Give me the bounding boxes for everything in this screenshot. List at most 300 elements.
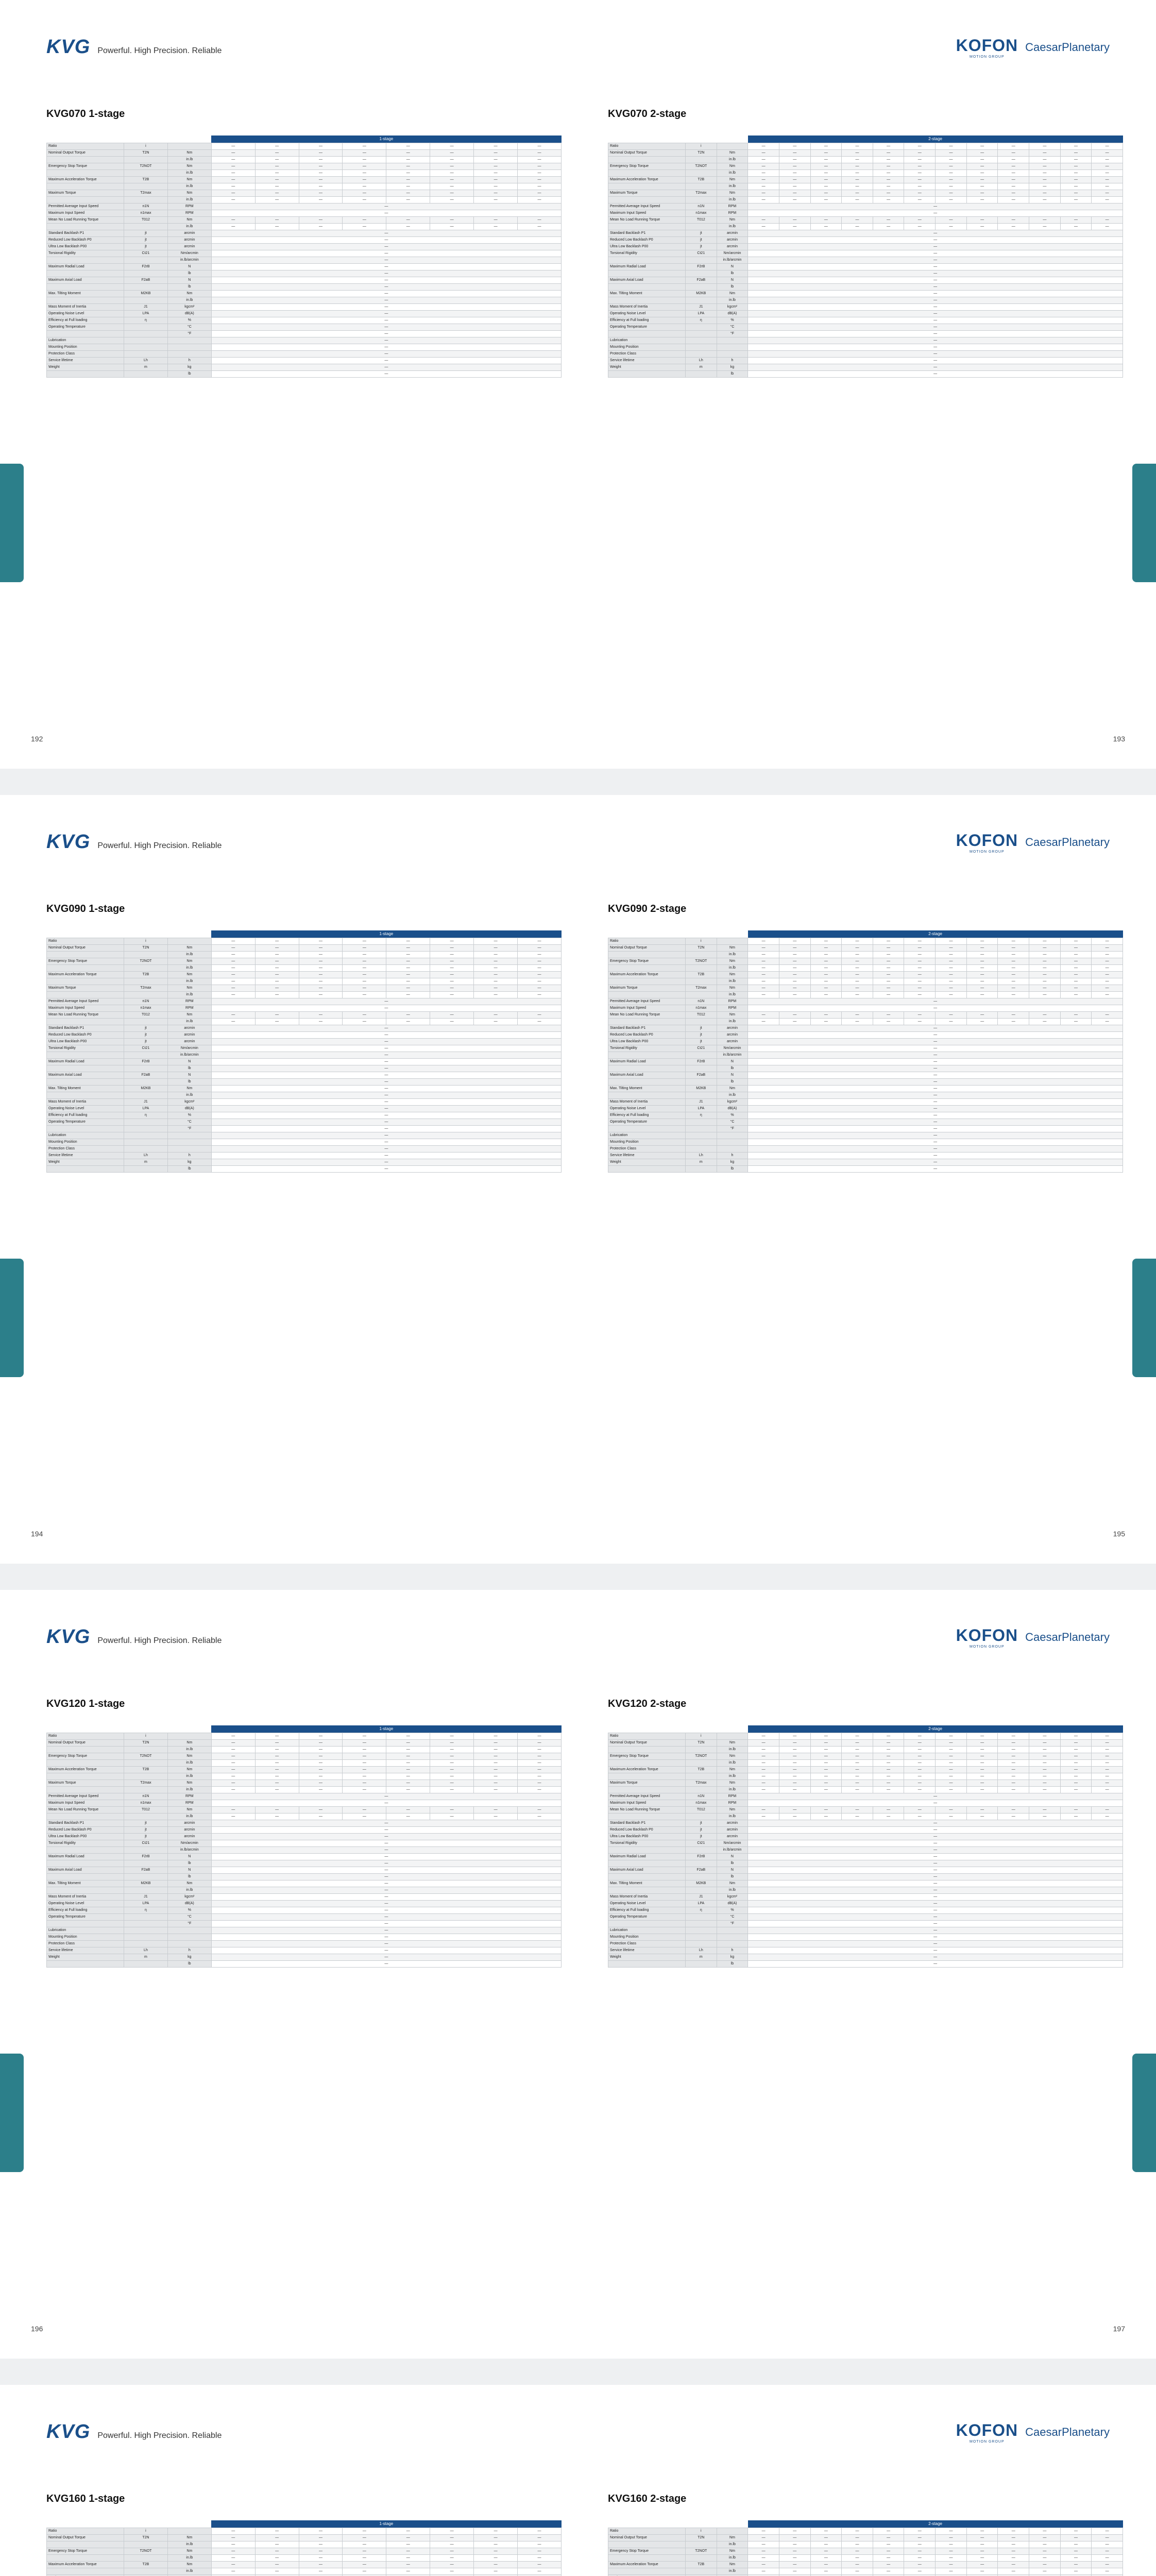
- cell-value: —: [748, 277, 1123, 283]
- table-row: [608, 203, 1123, 210]
- cell-value: —: [966, 176, 998, 183]
- brand-block: [46, 831, 222, 853]
- logo-block: [956, 36, 1110, 59]
- cell-value: —: [810, 2528, 842, 2534]
- row-label: Maximum Axial Load: [608, 1072, 686, 1078]
- cell-value: —: [748, 303, 1123, 310]
- row-symbol: [686, 2568, 717, 2574]
- cell-value: —: [211, 1025, 561, 1031]
- row-unit: [167, 1940, 211, 1947]
- cell-value: —: [255, 1739, 299, 1746]
- cell-value: —: [1060, 176, 1092, 183]
- cell-value: —: [748, 2548, 779, 2554]
- cell-value: —: [386, 163, 430, 170]
- cell-value: —: [966, 190, 998, 196]
- cell-value: —: [779, 1780, 810, 1786]
- row-symbol: η: [124, 1907, 168, 1913]
- row-symbol: [124, 1118, 168, 1125]
- cell-value: —: [518, 196, 562, 203]
- cell-value: —: [255, 951, 299, 958]
- row-label: [47, 2541, 124, 2548]
- row-label: Efficiency at Full loading: [608, 317, 686, 324]
- cell-value: —: [966, 1739, 998, 1746]
- row-symbol: T2N: [124, 149, 168, 156]
- row-symbol: n1max: [124, 210, 168, 216]
- row-label: [608, 991, 686, 998]
- row-unit: in.lb/arcmin: [167, 1846, 211, 1853]
- table-row: [608, 2528, 1123, 2534]
- row-label: Mass Moment of Inertia: [47, 303, 124, 310]
- row-label: [47, 1065, 124, 1072]
- cell-value: —: [211, 1907, 561, 1913]
- row-symbol: F2aB: [686, 277, 717, 283]
- row-unit: [167, 1934, 211, 1940]
- cell-value: —: [211, 230, 561, 236]
- cell-value: —: [873, 1780, 904, 1786]
- cell-value: —: [1092, 1018, 1123, 1025]
- cell-value: —: [904, 1733, 936, 1739]
- row-unit: lb: [717, 370, 748, 377]
- cell-value: —: [936, 985, 967, 991]
- row-label: [608, 1018, 686, 1025]
- row-symbol: [124, 1145, 168, 1152]
- cell-value: —: [873, 216, 904, 223]
- cell-value: —: [386, 978, 430, 985]
- cell-value: —: [873, 2528, 904, 2534]
- cell-value: —: [842, 190, 873, 196]
- cell-value: —: [842, 1011, 873, 1018]
- table-row: [47, 1927, 562, 1934]
- row-label: Permitted Average Input Speed: [608, 1793, 686, 1800]
- row-label: Ultra Low Backlash P00: [47, 1833, 124, 1840]
- cell-value: —: [386, 2534, 430, 2541]
- cell-value: —: [211, 964, 255, 971]
- cell-value: —: [998, 1753, 1029, 1759]
- cell-value: —: [1029, 196, 1061, 203]
- table-row: [608, 337, 1123, 344]
- table-row: [47, 143, 562, 149]
- cell-value: —: [904, 1813, 936, 1820]
- cell-value: —: [748, 2554, 779, 2561]
- row-label: Ultra Low Backlash P00: [608, 1833, 686, 1840]
- row-symbol: [686, 1920, 717, 1927]
- row-symbol: T2max: [124, 985, 168, 991]
- cell-value: —: [904, 1018, 936, 1025]
- cell-value: —: [474, 216, 518, 223]
- row-unit: RPM: [717, 1793, 748, 1800]
- cell-value: —: [386, 176, 430, 183]
- page-header: [46, 2421, 1110, 2442]
- row-symbol: n1max: [686, 210, 717, 216]
- cell-value: —: [430, 216, 474, 223]
- cell-value: —: [779, 156, 810, 163]
- stage-header-row: [47, 2520, 562, 2528]
- row-label: Maximum Torque: [47, 190, 124, 196]
- cell-value: —: [873, 1806, 904, 1813]
- cell-value: —: [904, 1746, 936, 1753]
- table-row: [608, 196, 1123, 203]
- table-row: [47, 1038, 562, 1045]
- row-label: [47, 1873, 124, 1880]
- stage-blank: [47, 930, 124, 938]
- row-symbol: [686, 978, 717, 985]
- cell-value: —: [518, 1753, 562, 1759]
- cell-value: —: [966, 143, 998, 149]
- row-unit: Nm: [717, 1806, 748, 1813]
- cell-value: —: [211, 978, 255, 985]
- cell-value: —: [474, 964, 518, 971]
- cell-value: —: [255, 190, 299, 196]
- row-symbol: T2max: [686, 985, 717, 991]
- cell-value: —: [474, 1773, 518, 1780]
- row-unit: N: [717, 277, 748, 283]
- cell-value: —: [966, 978, 998, 985]
- row-label: [608, 1860, 686, 1867]
- cell-value: —: [474, 149, 518, 156]
- cell-value: —: [255, 223, 299, 230]
- row-unit: N: [717, 1853, 748, 1860]
- table-row: [47, 156, 562, 163]
- cell-value: —: [748, 170, 779, 176]
- cell-value: —: [299, 1011, 343, 1018]
- cell-value: —: [842, 223, 873, 230]
- row-symbol: [124, 1873, 168, 1880]
- cell-value: —: [474, 944, 518, 951]
- stage-label: 1-stage: [211, 930, 561, 938]
- cell-value: —: [211, 1913, 561, 1920]
- row-symbol: [686, 1786, 717, 1793]
- cell-value: —: [873, 1813, 904, 1820]
- row-symbol: [124, 1125, 168, 1132]
- row-symbol: jt: [686, 236, 717, 243]
- cell-value: —: [430, 1739, 474, 1746]
- table-row: [608, 1058, 1123, 1065]
- cell-value: —: [386, 951, 430, 958]
- table-row: [47, 1833, 562, 1840]
- cell-value: —: [518, 1739, 562, 1746]
- cell-value: —: [343, 964, 386, 971]
- row-unit: Nm: [167, 2561, 211, 2568]
- row-unit: Nm: [717, 176, 748, 183]
- row-symbol: [124, 1052, 168, 1058]
- table-row: [47, 1753, 562, 1759]
- side-tab-left: [0, 2054, 24, 2172]
- cell-value: —: [211, 1887, 561, 1893]
- table-row: [608, 1072, 1123, 1078]
- page-title: KVG120 2-stage: [608, 1698, 687, 1709]
- logo-block: [956, 831, 1110, 854]
- cell-value: —: [518, 170, 562, 176]
- cell-value: —: [518, 2541, 562, 2548]
- table-row: [47, 317, 562, 324]
- stage-label: 2-stage: [748, 135, 1123, 143]
- cell-value: —: [474, 1018, 518, 1025]
- row-label: Ratio: [47, 2528, 124, 2534]
- row-unit: lb: [717, 1873, 748, 1880]
- cell-value: —: [873, 2554, 904, 2561]
- table-row: [608, 1159, 1123, 1165]
- row-symbol: Lh: [124, 1947, 168, 1954]
- cell-value: —: [299, 944, 343, 951]
- cell-value: —: [936, 156, 967, 163]
- cell-value: —: [299, 2561, 343, 2568]
- cell-value: —: [430, 2554, 474, 2561]
- row-label: [608, 1846, 686, 1853]
- row-symbol: [686, 1960, 717, 1967]
- row-symbol: Ct21: [124, 1045, 168, 1052]
- cell-value: —: [1029, 985, 1061, 991]
- stage-label: 1-stage: [211, 1725, 561, 1733]
- row-symbol: [124, 964, 168, 971]
- cell-value: —: [779, 216, 810, 223]
- table-row: [608, 1893, 1123, 1900]
- cell-value: —: [748, 991, 779, 998]
- row-symbol: m: [686, 364, 717, 370]
- cell-value: —: [748, 938, 779, 944]
- cell-value: —: [873, 190, 904, 196]
- cell-value: —: [748, 964, 779, 971]
- row-unit: arcmin: [167, 1833, 211, 1840]
- cell-value: —: [211, 1139, 561, 1145]
- row-symbol: Ct21: [686, 1045, 717, 1052]
- row-unit: Nm: [167, 190, 211, 196]
- row-symbol: [686, 270, 717, 277]
- row-label: [608, 196, 686, 203]
- cell-value: —: [904, 156, 936, 163]
- spec-table: [46, 2520, 562, 2576]
- row-label: Operating Temperature: [47, 1118, 124, 1125]
- cell-value: —: [748, 1833, 1123, 1840]
- cell-value: —: [474, 958, 518, 964]
- table-row: [47, 364, 562, 370]
- cell-value: —: [842, 991, 873, 998]
- cell-value: —: [966, 183, 998, 190]
- stage-label: 2-stage: [748, 1725, 1123, 1733]
- row-symbol: jt: [124, 1826, 168, 1833]
- cell-value: —: [211, 1793, 561, 1800]
- cell-value: —: [966, 2568, 998, 2574]
- cell-value: —: [810, 1739, 842, 1746]
- brand-tagline: Powerful. High Precision. Reliable: [97, 2431, 222, 2440]
- row-symbol: T2NOT: [124, 2548, 168, 2554]
- table-row: [608, 1766, 1123, 1773]
- row-unit: lb: [167, 1860, 211, 1867]
- table-row: [608, 1907, 1123, 1913]
- cell-value: —: [211, 1746, 255, 1753]
- row-symbol: [686, 344, 717, 350]
- cell-value: —: [779, 1759, 810, 1766]
- table-row: [47, 1025, 562, 1031]
- row-label: Ratio: [608, 143, 686, 149]
- cell-value: —: [343, 1813, 386, 1820]
- cell-value: —: [966, 1011, 998, 1018]
- cell-value: —: [748, 1159, 1123, 1165]
- cell-value: —: [779, 958, 810, 964]
- table-row: [47, 330, 562, 337]
- cell-value: —: [966, 2528, 998, 2534]
- row-symbol: jt: [124, 230, 168, 236]
- row-label: Maximum Radial Load: [608, 263, 686, 270]
- row-symbol: T2N: [124, 2534, 168, 2541]
- cell-value: —: [211, 1940, 561, 1947]
- row-unit: N: [167, 263, 211, 270]
- cell-value: —: [810, 1011, 842, 1018]
- cell-value: —: [842, 2568, 873, 2574]
- table-row: [47, 1867, 562, 1873]
- cell-value: —: [779, 1766, 810, 1773]
- row-label: Nominal Output Torque: [47, 2534, 124, 2541]
- row-unit: °F: [717, 1125, 748, 1132]
- row-label: Lubrication: [608, 1927, 686, 1934]
- row-symbol: [686, 1078, 717, 1085]
- table-row: [47, 1873, 562, 1880]
- cell-value: —: [810, 190, 842, 196]
- row-label: [608, 1065, 686, 1072]
- cell-value: —: [1092, 1773, 1123, 1780]
- row-symbol: F2aB: [124, 1072, 168, 1078]
- table-row: [608, 210, 1123, 216]
- cell-value: —: [904, 1806, 936, 1813]
- cell-value: —: [1029, 1806, 1061, 1813]
- row-unit: Nm: [167, 1806, 211, 1813]
- cell-value: —: [299, 1733, 343, 1739]
- row-symbol: F2aB: [686, 1867, 717, 1873]
- row-label: Lubrication: [47, 337, 124, 344]
- cell-value: —: [748, 1927, 1123, 1934]
- cell-value: —: [904, 1766, 936, 1773]
- row-unit: RPM: [167, 203, 211, 210]
- cell-value: —: [343, 183, 386, 190]
- row-label: Maximum Torque: [608, 190, 686, 196]
- stage-blank: [717, 135, 748, 143]
- cell-value: —: [299, 149, 343, 156]
- cell-value: —: [299, 196, 343, 203]
- row-label: [608, 951, 686, 958]
- cell-value: —: [873, 163, 904, 170]
- row-label: Service lifetime: [47, 1947, 124, 1954]
- row-symbol: [124, 350, 168, 357]
- row-label: [47, 978, 124, 985]
- row-unit: °F: [717, 1920, 748, 1927]
- row-unit: °F: [167, 1920, 211, 1927]
- row-label: Maximum Acceleration Torque: [47, 176, 124, 183]
- row-unit: in.lb: [717, 1092, 748, 1098]
- cell-value: —: [966, 2554, 998, 2561]
- cell-value: —: [748, 1947, 1123, 1954]
- row-symbol: [686, 1125, 717, 1132]
- cell-value: —: [474, 2534, 518, 2541]
- row-label: Maximum Axial Load: [47, 1867, 124, 1873]
- cell-value: —: [474, 1733, 518, 1739]
- cell-value: —: [211, 317, 561, 324]
- cell-value: —: [842, 1806, 873, 1813]
- stage-header-row: [608, 930, 1123, 938]
- cell-value: —: [748, 330, 1123, 337]
- row-symbol: T2NOT: [124, 1753, 168, 1759]
- cell-value: —: [779, 991, 810, 998]
- table-row: [608, 230, 1123, 236]
- table-row: [608, 1867, 1123, 1873]
- cell-value: —: [1029, 1780, 1061, 1786]
- row-symbol: [686, 350, 717, 357]
- cell-value: —: [430, 1813, 474, 1820]
- cell-value: —: [518, 1780, 562, 1786]
- row-symbol: [686, 156, 717, 163]
- cell-value: —: [1092, 991, 1123, 998]
- cell-value: —: [748, 2568, 779, 2574]
- row-symbol: n1max: [124, 1005, 168, 1011]
- cell-value: —: [255, 170, 299, 176]
- cell-value: —: [518, 938, 562, 944]
- cell-value: —: [255, 1746, 299, 1753]
- row-symbol: jt: [686, 1826, 717, 1833]
- table-row: [608, 1038, 1123, 1045]
- row-label: [47, 1746, 124, 1753]
- row-unit: arcmin: [167, 243, 211, 250]
- cell-value: —: [518, 1018, 562, 1025]
- cell-value: —: [1029, 971, 1061, 978]
- row-symbol: [686, 1118, 717, 1125]
- row-unit: in.lb: [167, 1786, 211, 1793]
- table-row: [608, 985, 1123, 991]
- cell-value: —: [386, 991, 430, 998]
- cell-value: —: [904, 143, 936, 149]
- table-row: [47, 1139, 562, 1145]
- table-row: [47, 2534, 562, 2541]
- row-label: Nominal Output Torque: [608, 149, 686, 156]
- row-label: [47, 951, 124, 958]
- stage-blank: [608, 1725, 686, 1733]
- row-symbol: T2B: [686, 971, 717, 978]
- cell-value: —: [1060, 1780, 1092, 1786]
- row-label: Mounting Position: [47, 1139, 124, 1145]
- row-symbol: [124, 991, 168, 998]
- cell-value: —: [255, 1780, 299, 1786]
- table-row: [608, 257, 1123, 263]
- cell-value: —: [1092, 223, 1123, 230]
- row-symbol: [124, 978, 168, 985]
- cell-value: —: [255, 216, 299, 223]
- cell-value: —: [810, 944, 842, 951]
- row-unit: Nm: [167, 1739, 211, 1746]
- cell-value: —: [748, 344, 1123, 350]
- row-label: Emergency Stop Torque: [47, 958, 124, 964]
- row-label: Maximum Input Speed: [608, 1005, 686, 1011]
- row-unit: [167, 143, 211, 149]
- cell-value: —: [842, 938, 873, 944]
- table-row: [47, 1913, 562, 1920]
- cell-value: —: [779, 183, 810, 190]
- row-unit: lb: [717, 1165, 748, 1172]
- row-unit: lb: [717, 1065, 748, 1072]
- cell-value: —: [518, 1813, 562, 1820]
- cell-value: —: [386, 216, 430, 223]
- cell-value: —: [211, 1092, 561, 1098]
- cell-value: —: [343, 1733, 386, 1739]
- cell-value: —: [904, 991, 936, 998]
- cell-value: —: [211, 1011, 255, 1018]
- cell-value: —: [936, 2561, 967, 2568]
- cell-value: —: [936, 1780, 967, 1786]
- row-symbol: T012: [124, 1011, 168, 1018]
- row-symbol: [686, 183, 717, 190]
- side-tab-right: [1132, 2054, 1156, 2172]
- table-row: [608, 1078, 1123, 1085]
- table-row: [608, 216, 1123, 223]
- cell-value: —: [211, 2561, 255, 2568]
- cell-value: —: [1029, 216, 1061, 223]
- cell-value: —: [386, 1733, 430, 1739]
